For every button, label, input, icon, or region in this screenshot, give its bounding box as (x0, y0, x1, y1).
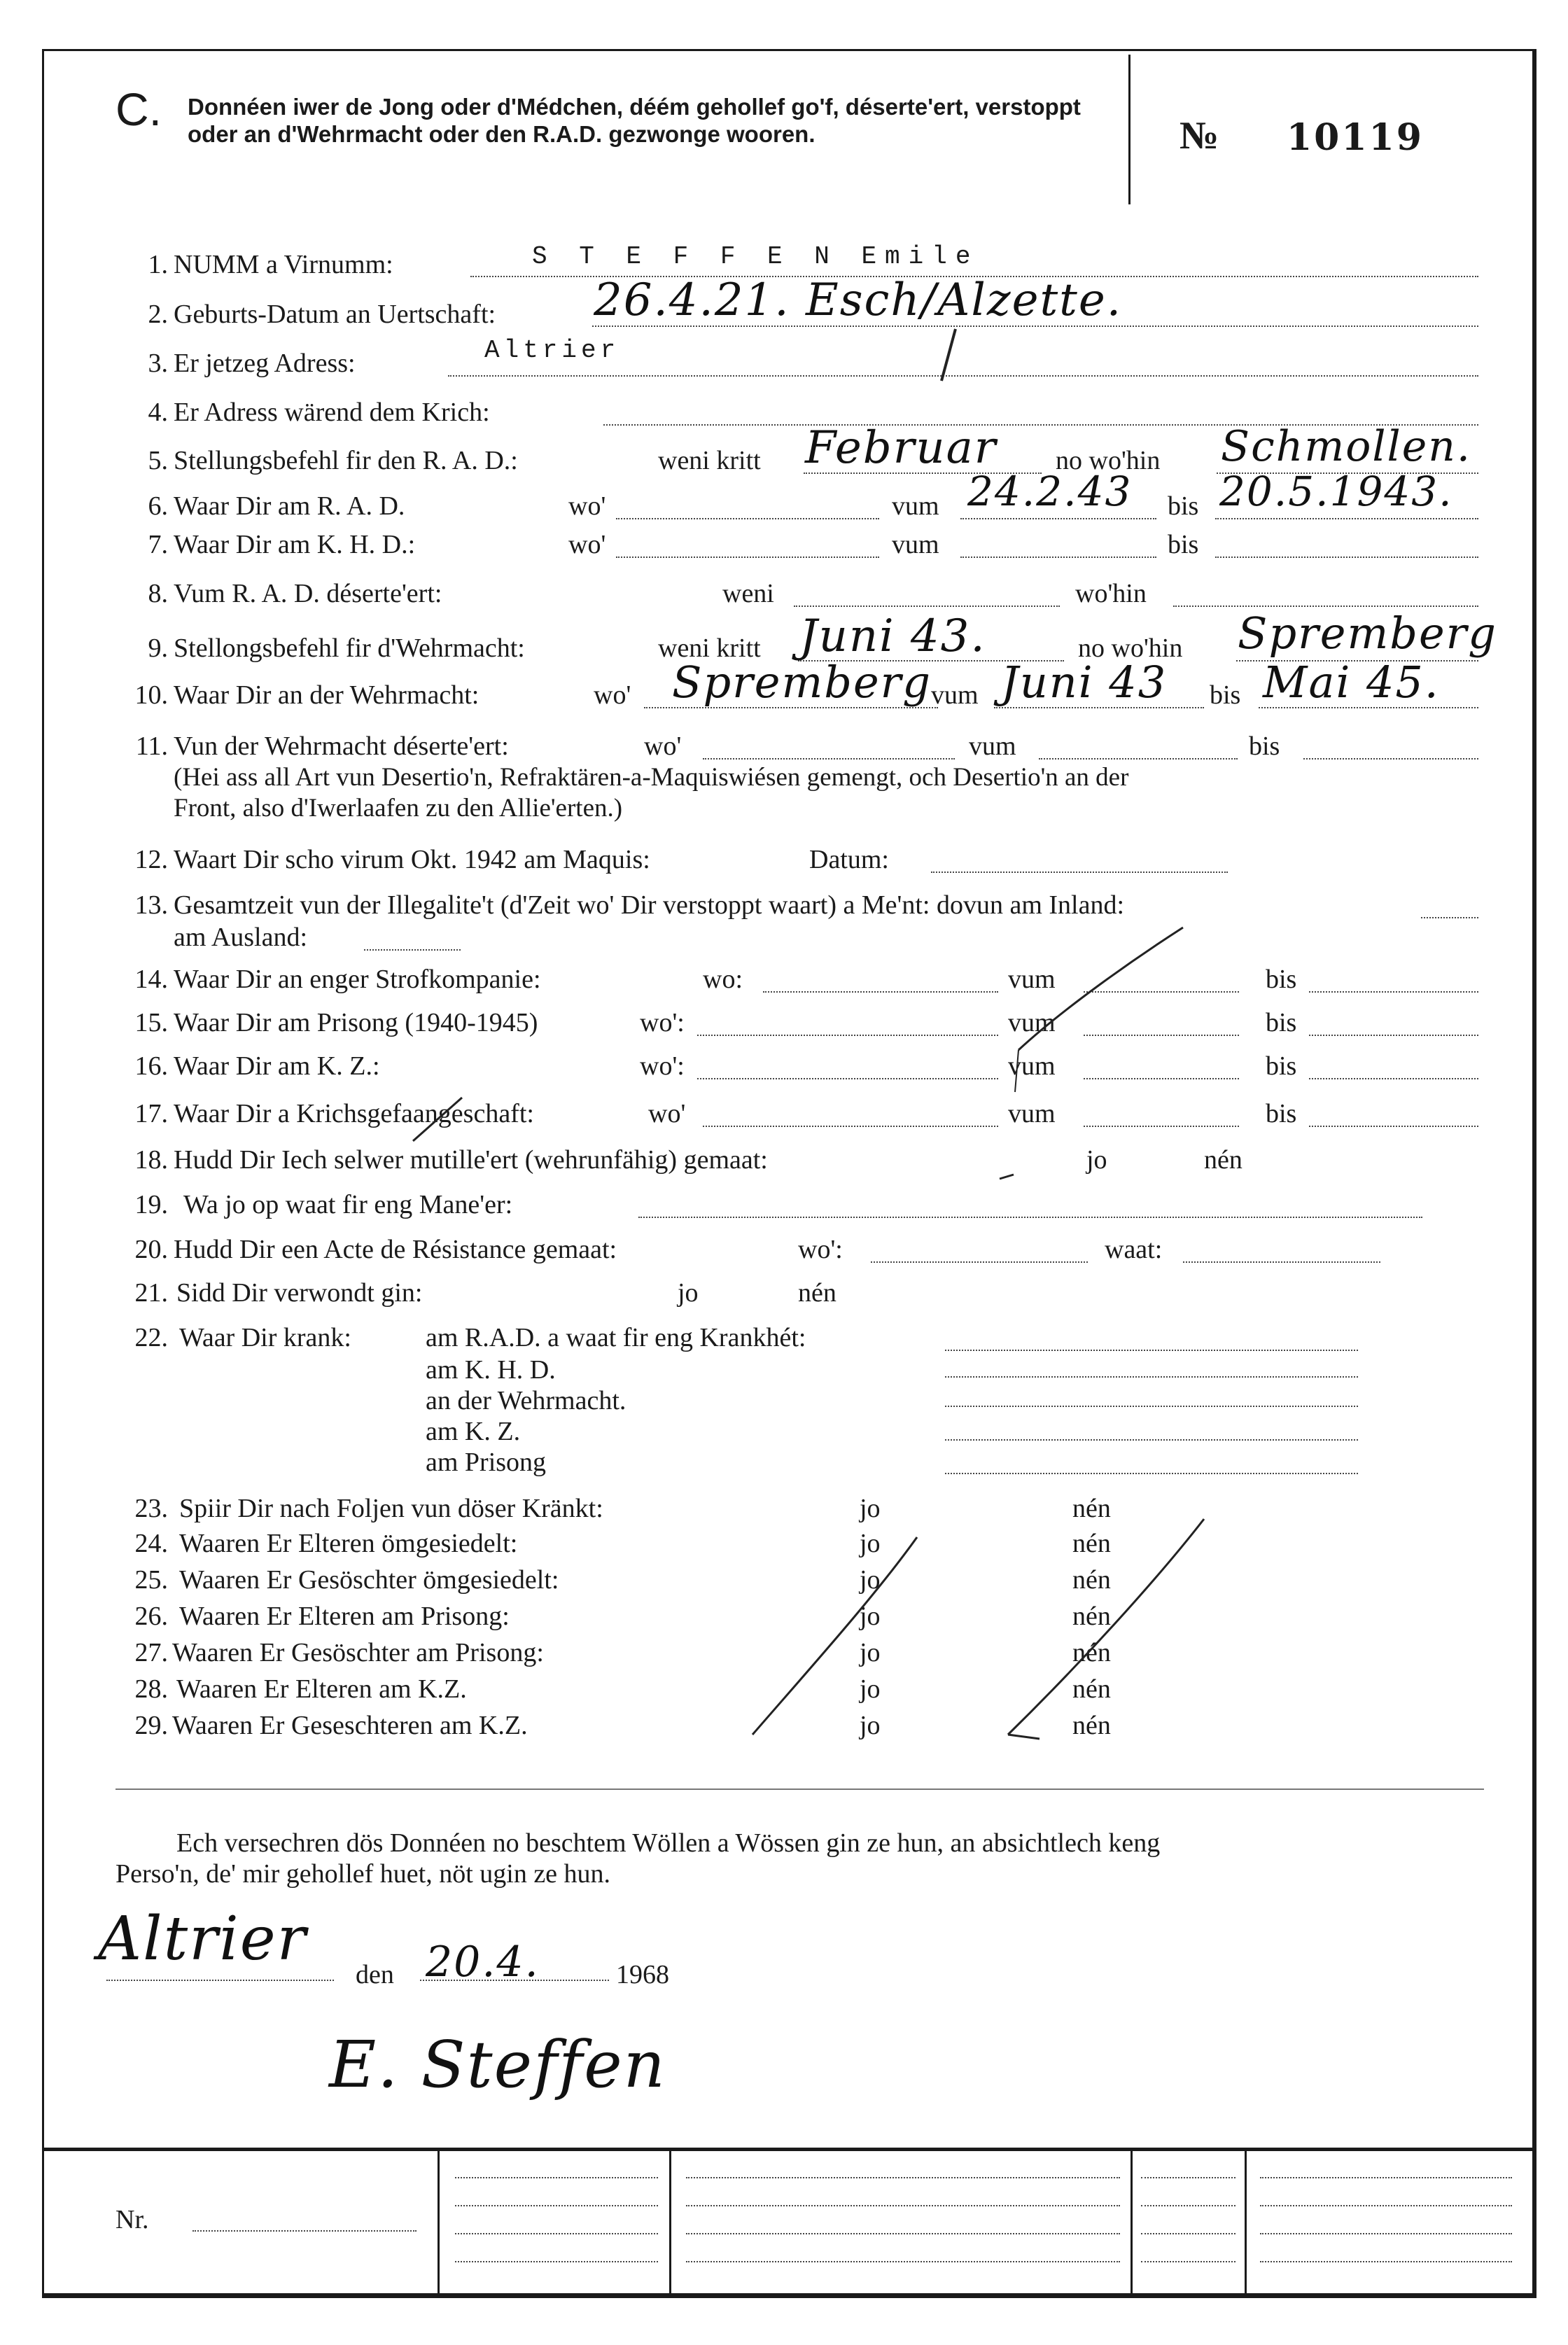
to-label: bis (1210, 680, 1241, 710)
field-number: 26. (134, 1602, 168, 1631)
illegality-label: Gesamtzeit vun der Illegalite't (d'Zeit wo' Dir verstoppt waart) a Me'nt: dovun am Inland: (174, 890, 1125, 920)
field-number: 16. (134, 1051, 168, 1081)
field-number: 12. (134, 845, 168, 874)
field-number: 13. (134, 890, 168, 920)
field-number: 27. (134, 1638, 168, 1667)
illness-rad-label: am R.A.D. a waat fir eng Krankhét: (426, 1323, 806, 1352)
address-label: Er jetzeg Adress: (174, 349, 356, 378)
date-label: Datum: (809, 845, 889, 874)
wehrmacht-desert-label: Vun der Wehrmacht déserte'ert: (174, 732, 509, 761)
siblings-kz-label: Waaren Er Geseschteren am K.Z. (172, 1711, 528, 1740)
penal-company-label: Waar Dir an enger Strofkompanie: (174, 965, 541, 994)
no-option[interactable]: nén (1072, 1529, 1111, 1558)
where-label: wo: (703, 965, 743, 994)
number-label: № (1180, 114, 1219, 158)
when-label: weni (722, 579, 774, 608)
wounded-label: Sidd Dir verwondt gin: (176, 1278, 423, 1308)
to-label: bis (1266, 1008, 1297, 1037)
illness-kz-label: am K. Z. (426, 1417, 521, 1446)
after-effects-label: Spiir Dir nach Foljen vun döser Kränkt: (179, 1494, 603, 1523)
field-number: 11. (135, 732, 168, 761)
signature: E. Steffen (329, 2027, 666, 2102)
parents-kz-label: Waaren Er Elteren am K.Z. (176, 1674, 467, 1704)
to-label: bis (1266, 965, 1297, 994)
where-label: wo' (568, 530, 606, 559)
no-option[interactable]: nén (1072, 1638, 1111, 1667)
when-label: weni kritt (658, 446, 761, 475)
field-number: 2. (148, 300, 168, 329)
no-option[interactable]: nén (1072, 1602, 1111, 1631)
name-value[interactable]: S T E F F E N Emile (532, 242, 979, 271)
from-label: vum (1008, 1008, 1056, 1037)
name-label: NUMM a Virnumm: (174, 250, 393, 279)
war-address-label: Er Adress wärend dem Krich: (174, 398, 490, 427)
siblings-prison-label: Waaren Er Gesöschter am Prisong: (172, 1638, 544, 1667)
illness-khd-label: am K. H. D. (426, 1355, 556, 1385)
prison-label: Waar Dir am Prisong (1940-1945) (174, 1008, 538, 1037)
form-number: 10119 (1287, 116, 1424, 159)
from-label: vum (892, 491, 939, 521)
field-number: 20. (134, 1235, 168, 1264)
yes-option[interactable]: jo (860, 1674, 881, 1704)
resistance-label: Hudd Dir een Acte de Résistance gemaat: (174, 1235, 617, 1264)
no-option[interactable]: nén (1072, 1711, 1111, 1740)
desertion-note: (Hei ass all Art vun Desertio'n, Refraktären-a-Maquiswiésen gemengt, och Desertio'n an der (174, 763, 1129, 792)
section-letter: C. (115, 83, 162, 135)
pow-label: Waar Dir a Krichsgefaangeschaft: (174, 1099, 534, 1128)
where-label: wo': (640, 1008, 685, 1037)
from-label: vum (1008, 965, 1056, 994)
wehrmacht-from-value[interactable]: Juni 43 (1001, 657, 1168, 708)
desertion-note: Front, also d'Iwerlaafen zu den Allie'erten.) (174, 794, 623, 822)
where-label: wo'hin (1075, 579, 1147, 608)
field-number: 28. (134, 1674, 168, 1704)
siblings-resettled-label: Waaren Er Gesöschter ömgesiedelt: (179, 1565, 559, 1595)
illness-label: Waar Dir krank: (179, 1323, 351, 1352)
wehrmacht-service-label: Waar Dir an der Wehrmacht: (174, 680, 479, 710)
self-mutilation-label: Hudd Dir Iech selwer mutille'ert (wehrunfähig) gemaat: (174, 1145, 768, 1175)
pen-stroke (752, 1537, 917, 1735)
place-value[interactable]: Altrier (98, 1904, 307, 1974)
to-label: bis (1266, 1051, 1297, 1081)
from-label: vum (1008, 1099, 1056, 1128)
to-label: bis (1168, 530, 1199, 559)
where-label: wo': (798, 1235, 843, 1264)
date-value[interactable]: 20.4. (426, 1938, 540, 1987)
field-number: 14. (134, 965, 168, 994)
no-option[interactable]: nén (1072, 1674, 1111, 1704)
wehrmacht-to-value[interactable]: Mai 45. (1263, 657, 1440, 708)
where-label: no wo'hin (1078, 634, 1183, 663)
nr-label: Nr. (115, 2205, 149, 2234)
khd-label: Waar Dir am K. H. D.: (174, 530, 416, 559)
where-label: wo' (648, 1099, 686, 1128)
where-label: wo' (644, 732, 682, 761)
yes-option[interactable]: jo (678, 1278, 699, 1308)
den-label: den (356, 1960, 394, 1989)
birth-label: Geburts-Datum an Uertschaft: (174, 300, 496, 329)
rad-to-value[interactable]: 20.5.1943. (1219, 468, 1453, 515)
field-number: 15. (134, 1008, 168, 1037)
rad-desert-label: Vum R. A. D. déserte'ert: (174, 579, 442, 608)
field-number: 29. (134, 1711, 168, 1740)
field-number: 1. (148, 250, 168, 279)
field-number: 10. (134, 680, 168, 710)
field-number: 19. (134, 1190, 168, 1219)
field-number: 25. (134, 1565, 168, 1595)
wehrmacht-order-label: Stellongsbefehl fir d'Wehrmacht: (174, 634, 525, 663)
pen-stroke (1008, 1735, 1040, 1739)
pen-stroke (1015, 1050, 1018, 1092)
rad-service-label: Waar Dir am R. A. D. (174, 491, 405, 521)
manner-label: Wa jo op waat fir eng Mane'er: (183, 1190, 513, 1219)
declaration-text: Perso'n, de' mir gehollef huet, nöt ugin ze hun. (115, 1859, 611, 1889)
yes-option[interactable]: jo (860, 1602, 881, 1631)
where-label: wo': (640, 1051, 685, 1081)
to-label: bis (1249, 732, 1280, 761)
rad-order-label: Stellungsbefehl fir den R. A. D.: (174, 446, 518, 475)
address-value[interactable]: Altrier (484, 336, 620, 365)
abroad-label: am Ausland: (174, 923, 308, 952)
field-number: 5. (148, 446, 168, 475)
field-number: 18. (134, 1145, 168, 1175)
pen-stroke (413, 1098, 462, 1141)
birth-value[interactable]: 26.4.21. Esch/Alzette. (594, 274, 1123, 326)
field-number: 24. (134, 1529, 168, 1558)
pen-stroke (941, 329, 955, 381)
from-label: vum (931, 680, 979, 710)
field-number: 7. (148, 530, 168, 559)
yes-option[interactable]: jo (1086, 1145, 1107, 1175)
no-option[interactable]: nén (1072, 1565, 1111, 1595)
to-label: bis (1266, 1099, 1297, 1128)
from-label: vum (969, 732, 1016, 761)
field-number: 21. (134, 1278, 168, 1308)
wehrmacht-where-value[interactable]: Spremberg (1238, 608, 1497, 659)
yes-option[interactable]: jo (860, 1711, 881, 1740)
when-label: weni kritt (658, 634, 761, 663)
where-label: wo' (594, 680, 631, 710)
no-option[interactable]: nén (798, 1278, 836, 1308)
from-label: vum (892, 530, 939, 559)
field-number: 9. (148, 634, 168, 663)
yes-option[interactable]: jo (860, 1494, 881, 1523)
wehrmacht-service-where-value[interactable]: Spremberg (672, 657, 932, 708)
where-label: no wo'hin (1056, 446, 1161, 475)
rad-from-value[interactable]: 24.2.43 (967, 468, 1133, 515)
where-label: wo' (568, 491, 606, 521)
rad-when-value[interactable]: Februar (805, 422, 997, 474)
maquis-label: Waart Dir scho virum Okt. 1942 am Maquis: (174, 845, 650, 874)
field-number: 3. (148, 349, 168, 378)
illness-prison-label: am Prisong (426, 1448, 547, 1477)
field-number: 6. (148, 491, 168, 521)
field-number: 23. (134, 1494, 168, 1523)
no-option[interactable]: nén (1072, 1494, 1111, 1523)
what-label: waat: (1105, 1235, 1163, 1264)
field-number: 17. (134, 1099, 168, 1128)
parents-prison-label: Waaren Er Elteren am Prisong: (179, 1602, 510, 1631)
field-number: 4. (148, 398, 168, 427)
year-value: 1968 (616, 1960, 669, 1989)
illness-wehrmacht-label: an der Wehrmacht. (426, 1386, 626, 1415)
pen-stroke (1000, 1175, 1014, 1179)
pen-stroke (1018, 927, 1183, 1050)
yes-option[interactable]: jo (860, 1529, 881, 1558)
wehrmacht-when-value[interactable]: Juni 43. (799, 610, 986, 662)
no-option[interactable]: nén (1204, 1145, 1242, 1175)
field-number: 8. (148, 579, 168, 608)
parents-resettled-label: Waaren Er Elteren ömgesiedelt: (179, 1529, 518, 1558)
yes-option[interactable]: jo (860, 1638, 881, 1667)
field-number: 22. (134, 1323, 168, 1352)
declaration-text: Ech versechren dös Donnéen no beschtem Wöllen a Wössen gin ze hun, an absichtlech keng (176, 1828, 1161, 1858)
from-label: vum (1008, 1051, 1056, 1081)
pen-stroke (1008, 1519, 1204, 1735)
rad-where-value[interactable]: Schmollen. (1221, 422, 1471, 471)
kz-label: Waar Dir am K. Z.: (174, 1051, 380, 1081)
form-title: Donnéen iwer de Jong oder d'Médchen, déém gehollef go'f, déserte'ert, verstoppt oder an d'Wehrmacht oder den R.A.D. gezwonge wooren. (188, 94, 1081, 147)
to-label: bis (1168, 491, 1199, 521)
yes-option[interactable]: jo (860, 1565, 881, 1595)
